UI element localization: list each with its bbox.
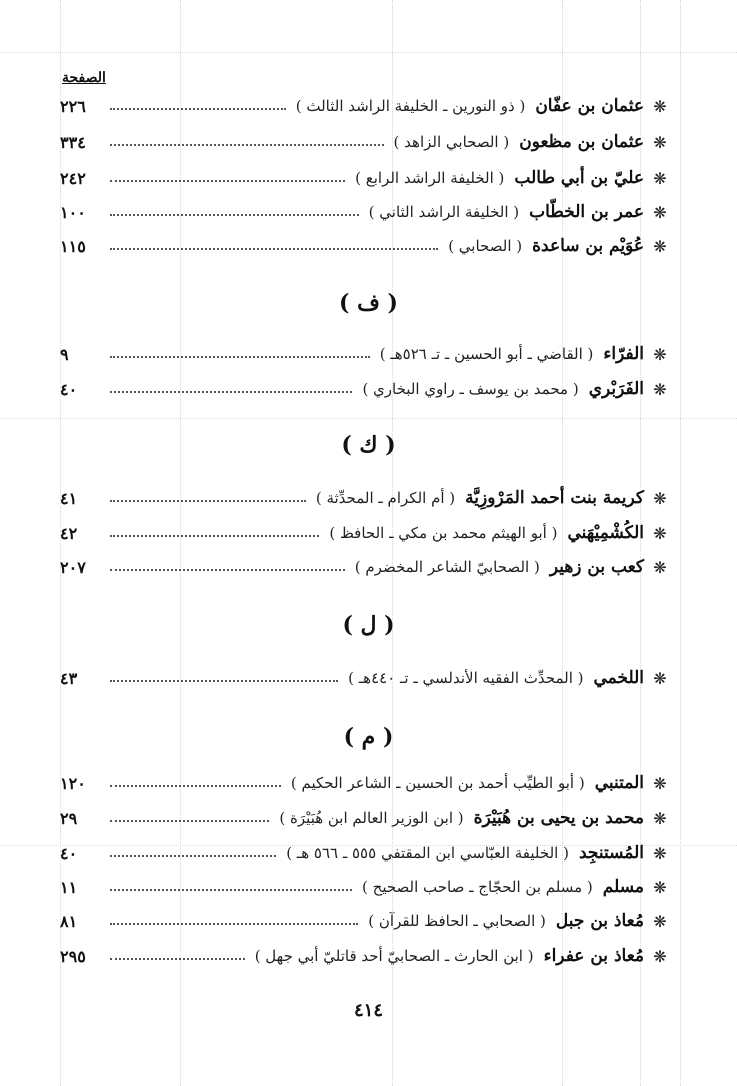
leader-dots	[110, 180, 345, 182]
leader-dots	[110, 535, 319, 537]
entry-page-number: ٢٤٢	[60, 168, 86, 188]
entry-description: ( أبو الطيِّب أحمد بن الحسين ـ الشاعر الحكيم )	[290, 774, 585, 792]
entry-page-number: ١١٥	[60, 236, 86, 256]
leader-dots	[110, 356, 370, 358]
leader-dots	[110, 923, 358, 925]
entry-page-number: ٤٠	[60, 379, 78, 399]
index-entry	[60, 374, 670, 404]
leader-dots	[110, 500, 306, 502]
star-icon: ❋	[653, 808, 667, 828]
entry-page-number: ٨١	[60, 911, 78, 931]
index-entry	[60, 231, 670, 261]
index-entry	[60, 838, 670, 868]
index-entry	[60, 552, 670, 582]
index-entry	[60, 483, 670, 513]
leader-dots	[110, 855, 276, 857]
page-column-label: الصفحة	[62, 70, 106, 86]
entry-description: ( أم الكرام ـ المحدِّثة )	[315, 489, 456, 507]
leader-dots	[110, 889, 352, 891]
entry-description: ( ذو النورين ـ الخليفة الراشد الثالث )	[295, 97, 526, 115]
star-icon: ❋	[653, 132, 667, 152]
leader-dots	[110, 214, 359, 216]
leader-dots	[110, 820, 269, 822]
entry-description: ( الصحابي ـ الحافظ للقرآن )	[368, 912, 546, 930]
section-heading-kaf: ( ك )	[341, 432, 396, 458]
entry-description: ( القاضي ـ أبو الحسين ـ تـ ٥٢٦هـ )	[379, 345, 594, 363]
entry-name: اللخمي	[593, 668, 644, 688]
entry-name: مسلم	[602, 877, 644, 897]
leader-dots	[110, 569, 345, 571]
entry-description: ( مسلم بن الحجّاج ـ صاحب الصحيح )	[362, 878, 593, 896]
entry-page-number: ٢٩	[60, 808, 78, 828]
entry-name: مُعاذ بن جبل	[555, 911, 644, 931]
footer-page-number: ٤١٤	[353, 1000, 383, 1021]
entry-name: كعب بن زهير	[549, 557, 644, 577]
star-icon: ❋	[653, 523, 667, 543]
index-entry	[60, 768, 670, 798]
leader-dots	[110, 391, 352, 393]
entry-name: الكُشْمِيْهَني	[567, 523, 644, 543]
index-entry	[60, 91, 670, 121]
entry-description: ( الصحابيّ الشاعر المخضرم )	[354, 558, 540, 576]
star-icon: ❋	[653, 773, 667, 793]
entry-page-number: ٤٢	[60, 523, 78, 543]
guide-line	[0, 52, 737, 53]
index-entry	[60, 163, 670, 193]
index-entry	[60, 127, 670, 157]
entry-name: الفرّاء	[603, 344, 644, 364]
index-entry	[60, 339, 670, 369]
index-entry	[60, 803, 670, 833]
entry-description: ( الخليفة العبّاسي ابن المقتفي ٥٥٥ ـ ٥٦٦ هـ )	[286, 844, 569, 862]
entry-description: ( الصحابي )	[448, 237, 523, 255]
entry-page-number: ٢٩٥	[60, 946, 86, 966]
index-entry	[60, 872, 670, 902]
leader-dots	[110, 144, 384, 146]
star-icon: ❋	[653, 488, 667, 508]
star-icon: ❋	[653, 946, 667, 966]
star-icon: ❋	[653, 168, 667, 188]
star-icon: ❋	[653, 911, 667, 931]
star-icon: ❋	[653, 236, 667, 256]
star-icon: ❋	[653, 668, 667, 688]
entry-page-number: ١١	[60, 877, 78, 897]
section-heading-mim: ( م )	[343, 724, 394, 750]
guide-line	[0, 418, 737, 419]
section-heading-fa: ( ف )	[339, 290, 398, 316]
entry-name: عليّ بن أبي طالب	[514, 168, 644, 188]
entry-description: ( الصحابي الزاهد )	[393, 133, 510, 151]
entry-name: محمد بن يحيى بن هُبَيْرَة	[473, 808, 644, 828]
entry-description: ( ابن الحارث ـ الصحابيّ أحد قاتليّ أبي جهل )	[254, 947, 534, 965]
entry-description: ( المحدِّث الفقيه الأندلسي ـ تـ ٤٤٠هـ )	[348, 669, 584, 687]
entry-description: ( محمد بن يوسف ـ راوي البخاري )	[362, 380, 579, 398]
entry-page-number: ٤٠	[60, 843, 78, 863]
index-entry	[60, 663, 670, 693]
entry-name: مُعاذ بن عفراء	[543, 946, 644, 966]
index-entry	[60, 906, 670, 936]
star-icon: ❋	[653, 344, 667, 364]
entry-page-number: ٢٠٧	[60, 557, 86, 577]
guide-line	[680, 0, 681, 1086]
entry-name: المتنبي	[594, 773, 644, 793]
leader-dots	[110, 108, 286, 110]
star-icon: ❋	[653, 843, 667, 863]
entry-name: المُستنجِد	[578, 843, 644, 863]
entry-page-number: ٢٢٦	[60, 96, 86, 116]
index-entry	[60, 518, 670, 548]
entry-page-number: ٣٣٤	[60, 132, 86, 152]
index-entry	[60, 197, 670, 227]
index-entry	[60, 941, 670, 971]
leader-dots	[110, 785, 281, 787]
entry-name: كريمة بنت أحمد المَرْوزِيَّة	[465, 488, 644, 508]
entry-name: عثمان بن عفّان	[535, 96, 644, 116]
leader-dots	[110, 248, 438, 250]
leader-dots	[110, 680, 338, 682]
section-heading-lam: ( ل )	[342, 612, 395, 638]
entry-page-number: ١٠٠	[60, 202, 86, 222]
entry-page-number: ٤٣	[60, 668, 78, 688]
leader-dots	[110, 958, 245, 960]
entry-name: عثمان بن مظعون	[519, 132, 644, 152]
star-icon: ❋	[653, 557, 667, 577]
star-icon: ❋	[653, 877, 667, 897]
star-icon: ❋	[653, 379, 667, 399]
entry-description: ( ابن الوزير العالم ابن هُبَيْرَة )	[279, 809, 464, 827]
entry-description: ( الخليفة الراشد الرابع )	[355, 169, 505, 187]
entry-name: الفَرَبْري	[588, 379, 644, 399]
star-icon: ❋	[653, 202, 667, 222]
entry-page-number: ٩	[60, 344, 69, 364]
entry-description: ( أبو الهيثم محمد بن مكي ـ الحافظ )	[329, 524, 558, 542]
entry-page-number: ٤١	[60, 488, 78, 508]
star-icon: ❋	[653, 96, 667, 116]
entry-page-number: ١٢٠	[60, 773, 86, 793]
entry-name: عُوَيْم بن ساعدة	[532, 236, 644, 256]
entry-name: عمر بن الخطّاب	[529, 202, 644, 222]
entry-description: ( الخليفة الراشد الثاني )	[368, 203, 520, 221]
